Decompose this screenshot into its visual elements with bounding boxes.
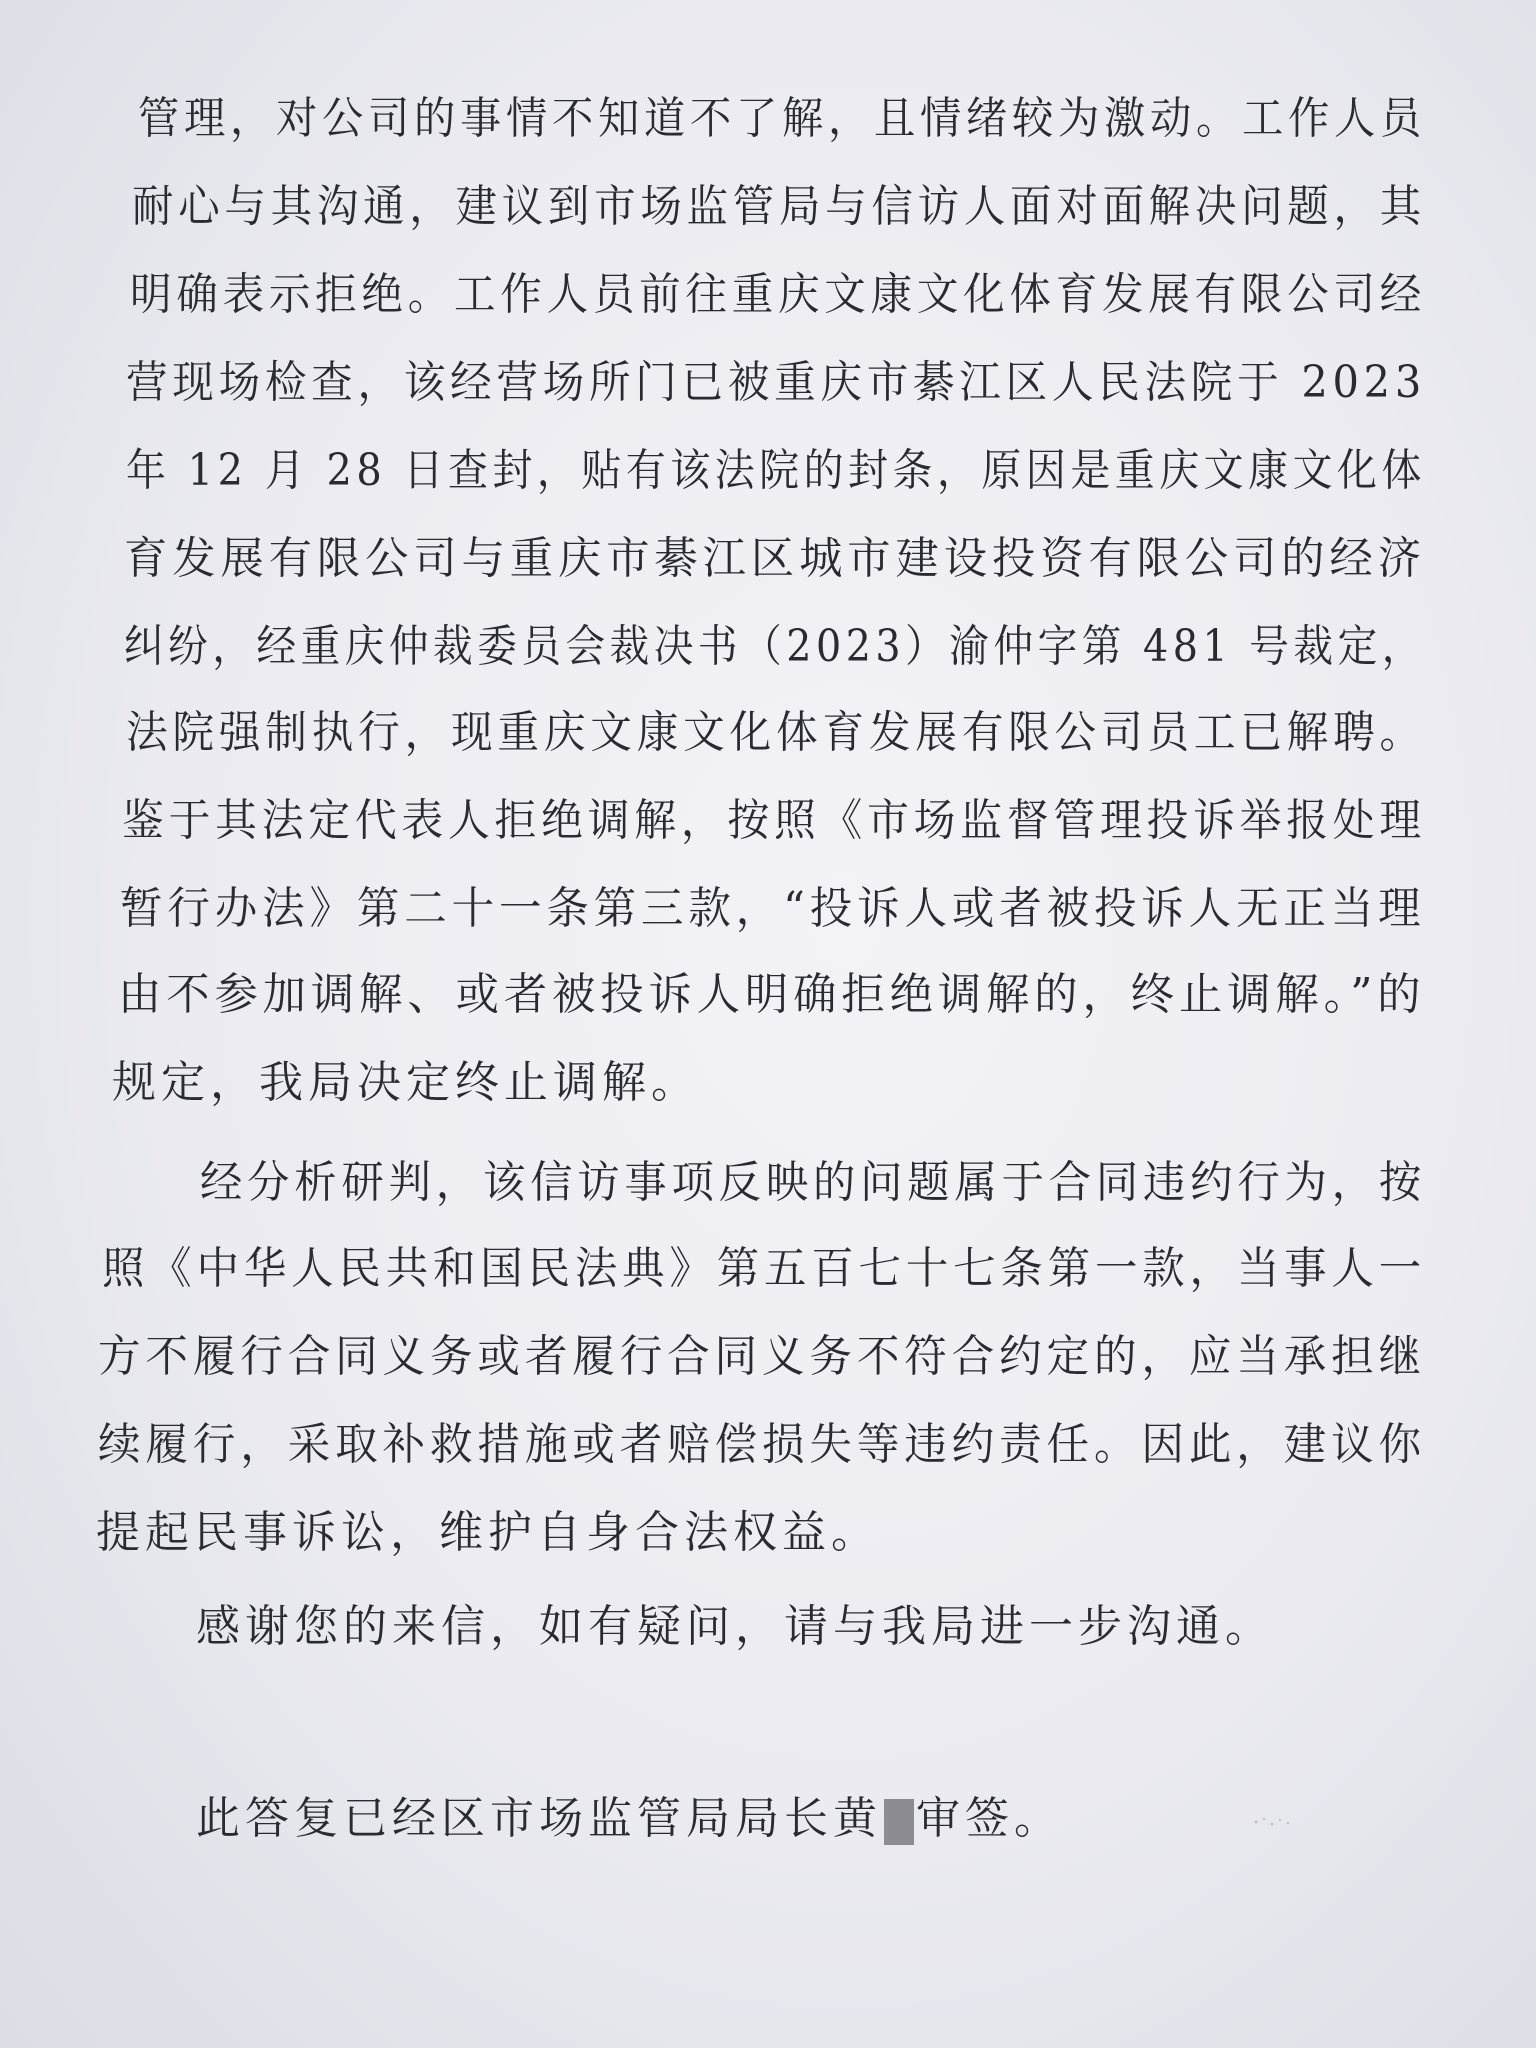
body-line: 纠纷，经重庆仲裁委员会裁决书（2023）渝仲字第 481 号裁定， [124,621,1426,672]
body-line: 年 12 月 28 日查封，贴有该法院的封条，原因是重庆文康文化体 [126,445,1426,496]
body-line: 方不履行合同义务或者履行合同义务不符合约定的，应当承担继 [98,1331,1426,1382]
body-line: 续履行，采取补救措施或者赔偿损失等违约责任。因此，建议你 [98,1419,1426,1470]
body-line: 鉴于其法定代表人拒绝调解，按照《市场监督管理投诉举报处理 [122,795,1426,846]
body-line: 管理，对公司的事情不知道不了解，且情绪较为激动。工作人员 [138,93,1427,144]
body-line: 由不参加调解、或者被投诉人明确拒绝调解的，终止调解。”的 [118,969,1426,1020]
body-line: 耐心与其沟通，建议到市场监管局与信访人面对面解决问题，其 [132,181,1426,232]
body-line: 暂行办法》第二十一条第三款，“投诉人或者被投诉人无正当理 [120,883,1426,934]
paragraph-start-line: 经分析研判，该信访事项反映的问题属于合同违约行为，按 [200,1157,1426,1208]
signoff-text: 此答复已经区市场监管局局长黄 [196,1793,882,1844]
signoff-text-end: 审签。 [916,1793,1063,1844]
body-line: 育发展有限公司与重庆市綦江区城市建设投资有限公司的经济 [124,533,1426,584]
body-line: 营现场检查，该经营场所门已被重庆市綦江区人民法院于 2023 [126,357,1427,408]
body-line: 明确表示拒绝。工作人员前往重庆文康文化体育发展有限公司经 [130,269,1426,320]
body-line: 照《中华人民共和国民法典》第五百七十七条第一款，当事人一 [102,1243,1426,1294]
redaction-block [884,1799,914,1845]
body-line: 提起民事诉讼，维护自身合法权益。 [96,1507,880,1558]
body-line: 规定，我局决定终止调解。 [112,1057,700,1108]
closing-thanks-line: 感谢您的来信，如有疑问，请与我局进一步沟通。 [196,1601,1274,1652]
paper-mark [1250,1810,1300,1834]
signoff-line [196,1782,1063,1846]
body-line: 法院强制执行，现重庆文康文化体育发展有限公司员工已解聘。 [126,707,1426,758]
